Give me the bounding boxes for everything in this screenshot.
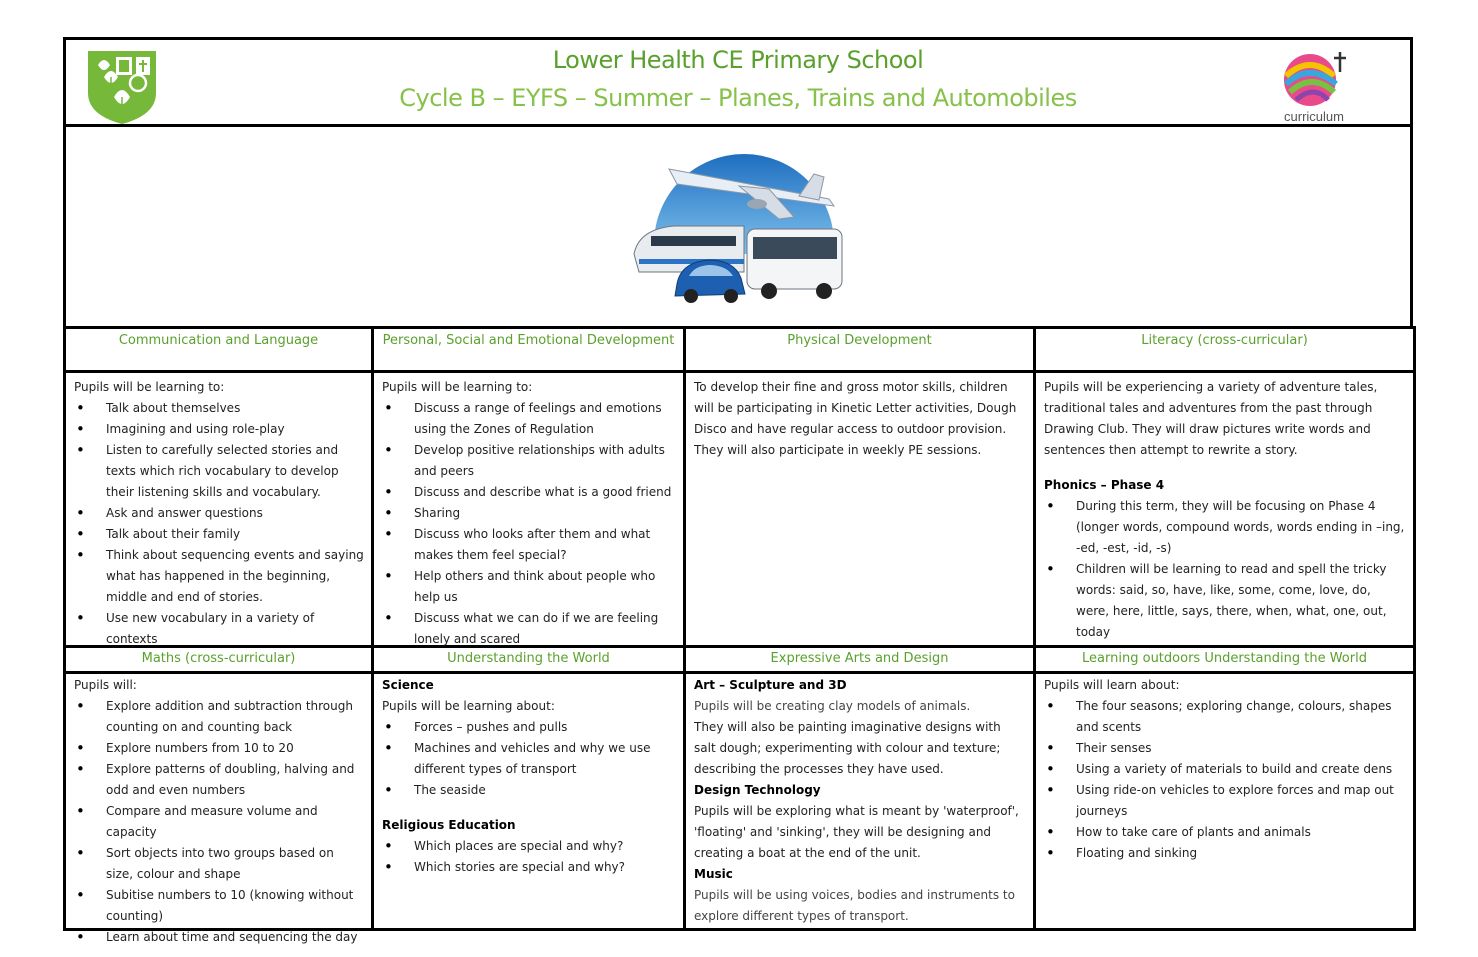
list-item: • Think about sequencing events and saying what has happened in the beginning, middle and end of stories. — [74, 545, 364, 608]
list-item: • Explore addition and subtraction through counting on and counting back — [74, 696, 364, 738]
list-item: • Using a variety of materials to build and create dens — [1044, 759, 1406, 780]
art-text-1: Pupils will be creating clay models of animals. — [694, 699, 971, 713]
cell-maths — [66, 674, 371, 944]
page-subtitle: Cycle B – EYFS – Summer – Planes, Trains and Automobiles — [399, 84, 1077, 112]
list-item: • Explore numbers from 10 to 20 — [74, 738, 364, 759]
list-item: • Help others and think about people who help us — [382, 566, 676, 608]
list-item: • The seaside — [382, 780, 676, 801]
list-item: • Discuss what we can do if we are feeling lonely and scared — [382, 608, 676, 650]
science-list — [382, 717, 676, 801]
list-item: • Sharing — [382, 503, 676, 524]
phonics-list — [1044, 496, 1406, 643]
art-heading: Art – Sculpture and 3D — [694, 678, 847, 692]
list-item: • Floating and sinking — [1044, 843, 1406, 864]
cell-psed — [374, 373, 683, 645]
psed-list — [382, 398, 676, 650]
list-item: • Using ride-on vehicles to explore forces and map out journeys — [1044, 780, 1406, 822]
list-item: • Talk about their family — [74, 524, 364, 545]
list-item: • Subitise numbers to 10 (knowing without counting) — [74, 885, 364, 927]
cell-communication — [66, 373, 371, 645]
list-item: • Discuss who looks after them and what makes them feel special? — [382, 524, 676, 566]
list-item: • Their senses — [1044, 738, 1406, 759]
header-utw: Understanding the World — [447, 651, 610, 666]
phonics-heading: Phonics – Phase 4 — [1044, 478, 1165, 492]
header-physical: Physical Development — [787, 333, 932, 348]
list-item: • Children will be learning to read and spell the tricky words: said, so, have, like, some, come, love, do, were, here, little, says, there, when, what, one, out, today — [1044, 559, 1406, 643]
outdoors-list — [1044, 696, 1406, 864]
header-communication: Communication and Language — [118, 333, 319, 348]
transport-illustration — [629, 144, 859, 309]
communication-intro: Pupils will be learning to: — [74, 380, 225, 394]
re-heading: Religious Education — [382, 818, 516, 832]
spacer — [382, 801, 676, 815]
list-item: • Imagining and using role-play — [74, 419, 364, 440]
cell-utw — [374, 674, 683, 928]
curriculum-logo-text: curriculum — [1284, 109, 1344, 124]
list-item: • Forces – pushes and pulls — [382, 717, 676, 738]
cell-physical — [686, 373, 1033, 645]
science-heading: Science — [382, 678, 434, 692]
list-item: • Explore patterns of doubling, halving and odd and even numbers — [74, 759, 364, 801]
music-heading: Music — [694, 867, 733, 881]
psed-intro: Pupils will be learning to: — [382, 380, 533, 394]
physical-text: To develop their fine and gross motor skills, children will be participating in Kinetic Letter activities, Dough Disco and have regular access to outdoor provision. They will also participate in weekly PE sessions. — [694, 380, 1017, 457]
list-item: • Compare and measure volume and capacity — [74, 801, 364, 843]
curriculum-map — [63, 37, 1416, 944]
list-item: • Sort objects into two groups based on size, colour and shape — [74, 843, 364, 885]
header-banner — [63, 37, 1413, 127]
list-item: • Listen to carefully selected stories and texts which rich vocabulary to develop their listening skills and vocabulary. — [74, 440, 364, 503]
list-item: • The four seasons; exploring change, colours, shapes and scents — [1044, 696, 1406, 738]
list-item: • Which stories are special and why? — [382, 857, 676, 878]
list-item: • Which places are special and why? — [382, 836, 676, 857]
curriculum-logo — [1274, 46, 1354, 126]
dt-text: Pupils will be exploring what is meant by 'waterproof', 'floating' and 'sinking', they will be designing and creating a boat at the end of the unit. — [694, 804, 1019, 860]
literacy-text: Pupils will be experiencing a variety of adventure tales, traditional tales and adventures from the past through Drawing Club. They will draw pictures write words and sentences then attempt to rewrite a story. — [1044, 380, 1378, 457]
header-literacy: Literacy (cross-curricular) — [1141, 333, 1308, 348]
header-psed: Personal, Social and Emotional Development — [382, 333, 675, 348]
cell-outdoors — [1036, 674, 1413, 928]
list-item: • Learn about time and sequencing the day — [74, 927, 364, 948]
maths-intro: Pupils will: — [74, 678, 137, 692]
list-item: • Ask and answer questions — [74, 503, 364, 524]
outdoors-intro: Pupils will learn about: — [1044, 678, 1180, 692]
yarn-ball-icon — [1274, 46, 1354, 110]
dt-heading: Design Technology — [694, 783, 821, 797]
list-item: • During this term, they will be focusing on Phase 4 (longer words, compound words, words ending in –ing, -ed, -est, -id, -s) — [1044, 496, 1406, 559]
col-divider — [1413, 326, 1416, 931]
list-item: • Use new vocabulary in a variety of contexts — [74, 608, 364, 650]
spacer — [1044, 461, 1406, 475]
header-maths: Maths (cross-curricular) — [141, 651, 296, 666]
school-name: Lower Health CE Primary School — [552, 46, 924, 74]
list-item: • Machines and vehicles and why we use different types of transport — [382, 738, 676, 780]
list-item: • Talk about themselves — [74, 398, 364, 419]
maths-list — [74, 696, 364, 948]
cell-literacy — [1036, 373, 1413, 645]
list-item: • Discuss a range of feelings and emotions using the Zones of Regulation — [382, 398, 676, 440]
list-item: • Develop positive relationships with adults and peers — [382, 440, 676, 482]
art-text-2: They will also be painting imaginative designs with salt dough; experimenting with colour and texture; describing the processes they have used. — [694, 720, 1001, 776]
communication-list — [74, 398, 364, 650]
science-intro: Pupils will be learning about: — [382, 699, 555, 713]
music-text: Pupils will be using voices, bodies and instruments to explore different types of transport. — [694, 888, 1015, 923]
list-item: • How to take care of plants and animals — [1044, 822, 1406, 843]
header-ead: Expressive Arts and Design — [770, 651, 949, 666]
header-outdoors: Learning outdoors Understanding the World — [1082, 651, 1367, 666]
re-list — [382, 836, 676, 878]
list-item: • Discuss and describe what is a good friend — [382, 482, 676, 503]
cell-ead — [686, 674, 1033, 928]
hero-panel — [63, 124, 1413, 329]
